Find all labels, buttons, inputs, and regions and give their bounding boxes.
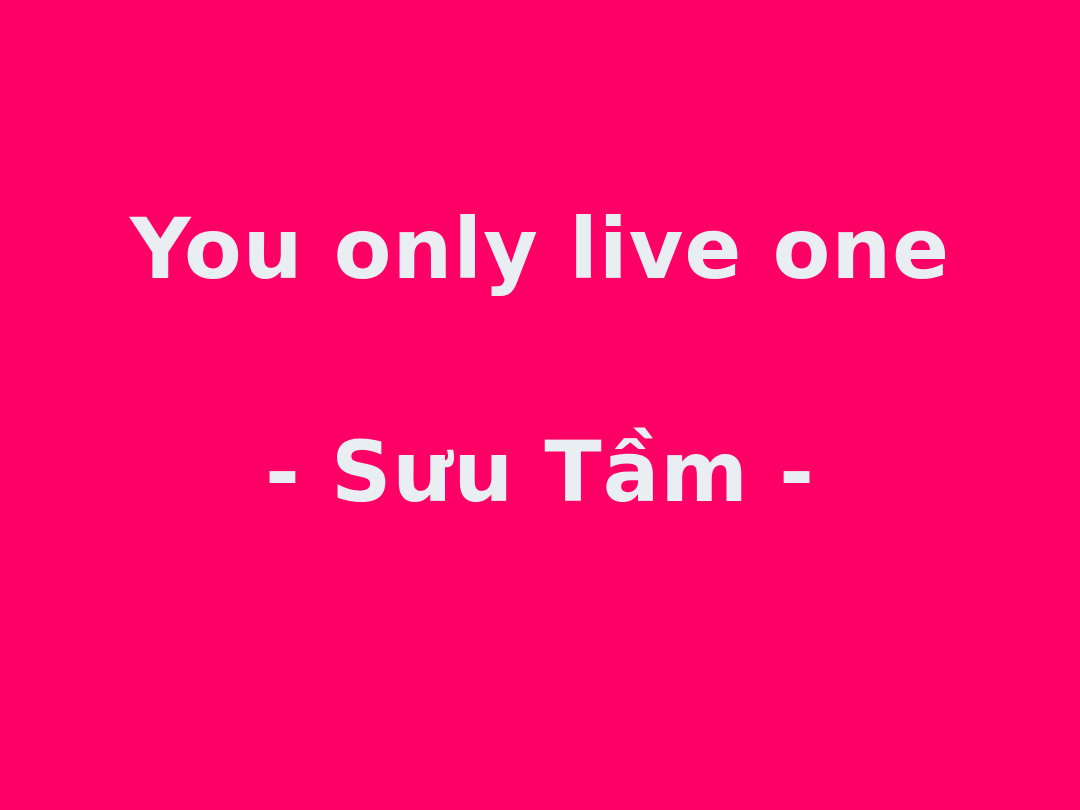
quote-text: You only live one [129,200,951,298]
quote-attribution: - Sưu Tầm - [264,423,816,521]
